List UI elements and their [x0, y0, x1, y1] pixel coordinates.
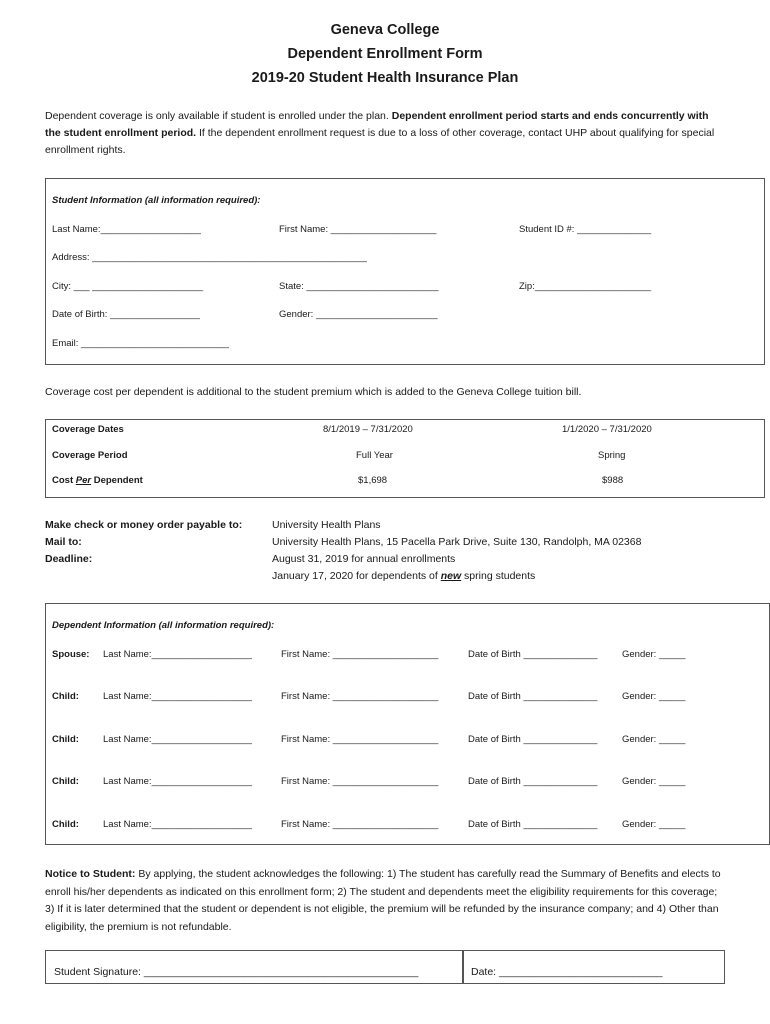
- student-address-field[interactable]: Address: ____________________________________________________: [52, 252, 367, 263]
- dependent-dob-field[interactable]: Date of Birth ______________: [468, 649, 598, 660]
- student-signature-box[interactable]: [45, 950, 463, 984]
- dependent-dob-field[interactable]: Date of Birth ______________: [468, 776, 598, 787]
- college-name: Geneva College: [330, 22, 440, 38]
- dependent-last-name-field[interactable]: Last Name:___________________: [103, 691, 252, 702]
- intro-text-2: If the dependent enrollment request is due to a loss of other coverage, contact UHP about qualifying for special enrollment rights.: [45, 127, 715, 156]
- dependent-type-label: Child:: [52, 691, 79, 702]
- notice-to-student: Notice to Student: By applying, the student acknowledges the following: 1) The student has carefully read the Summary of Benefits and elects to enroll his/her dependents as indicated on this enrollment form; 2) The student and dependents meet the eligibility requirements for this coverage; 3) If it is later determined that the student or dependent is not eligible, the premium will be refunded by the insurance company; and 4) Other than eligibility, the premium is not refundable.: [45, 868, 721, 933]
- coverage-period-spring: Spring: [598, 450, 626, 461]
- dependent-first-name-field[interactable]: First Name: ____________________: [281, 776, 439, 787]
- coverage-dates-full-year: 8/1/2019 – 7/31/2020: [323, 424, 413, 435]
- dependent-type-label: Spouse:: [52, 649, 90, 660]
- intro-text-1: Dependent coverage is only available if student is enrolled under the plan.: [45, 110, 392, 122]
- payable-value: University Health Plans: [272, 519, 381, 531]
- student-email-field[interactable]: Email: ____________________________: [52, 338, 229, 349]
- coverage-period-label: Coverage Period: [52, 450, 128, 461]
- dependent-gender-field[interactable]: Gender: _____: [622, 649, 686, 660]
- payable-label: Make check or money order payable to:: [45, 519, 243, 531]
- intro-bold-text: Dependent enrollment period starts and ends concurrently with the student enrollment period.: [45, 110, 709, 139]
- dependent-gender-field[interactable]: Gender: _____: [622, 734, 686, 745]
- dependent-first-name-field[interactable]: First Name: ____________________: [281, 649, 439, 660]
- plan-title: 2019-20 Student Health Insurance Plan: [251, 70, 519, 86]
- dependent-first-name-field[interactable]: First Name: ____________________: [281, 691, 439, 702]
- coverage-period-full-year: Full Year: [356, 450, 393, 461]
- dependent-info-title: Dependent Information (all information required):: [52, 620, 275, 631]
- coverage-dates-spring: 1/1/2020 – 7/31/2020: [562, 424, 652, 435]
- student-zip-field[interactable]: Zip:______________________: [519, 281, 652, 292]
- coverage-note: Coverage cost per dependent is additional to the student premium which is added to the Geneva College tuition bill.: [45, 386, 582, 398]
- dependent-last-name-field[interactable]: Last Name:___________________: [103, 649, 252, 660]
- student-info-title: Student Information (all information required):: [52, 195, 261, 206]
- dependent-last-name-field[interactable]: Last Name:___________________: [103, 776, 252, 787]
- date-box[interactable]: [463, 950, 725, 984]
- form-title: Dependent Enrollment Form: [287, 46, 483, 62]
- coverage-dates-label: Coverage Dates: [52, 424, 124, 435]
- cost-full-year: $1,698: [358, 475, 388, 486]
- dependent-first-name-field[interactable]: First Name: ____________________: [281, 734, 439, 745]
- student-state-field[interactable]: State: _________________________: [279, 281, 439, 292]
- dependent-dob-field[interactable]: Date of Birth ______________: [468, 734, 598, 745]
- mail-label: Mail to:: [45, 536, 82, 548]
- dependent-last-name-field[interactable]: Last Name:___________________: [103, 734, 252, 745]
- cost-spring: $988: [602, 475, 624, 486]
- dependent-type-label: Child:: [52, 819, 79, 830]
- student-last-name-field[interactable]: Last Name:___________________: [52, 224, 201, 235]
- student-info-box: [45, 178, 765, 365]
- student-first-name-field[interactable]: First Name: ____________________: [279, 224, 437, 235]
- dependent-info-box: [45, 603, 770, 845]
- dependent-first-name-field[interactable]: First Name: ____________________: [281, 819, 439, 830]
- student-city-field[interactable]: City: ___ _____________________: [52, 281, 204, 292]
- intro-paragraph: [45, 108, 725, 159]
- mail-value: University Health Plans, 15 Pacella Park Drive, Suite 130, Randolph, MA 02368: [272, 536, 642, 548]
- student-signature-field[interactable]: Student Signature: _______________________________________________: [54, 966, 419, 978]
- deadline-spring: January 17, 2020 for dependents of new spring students: [272, 570, 536, 582]
- cost-per-dependent-label: Cost Per Dependent: [52, 475, 143, 486]
- student-id-field[interactable]: Student ID #: ______________: [519, 224, 652, 235]
- dependent-type-label: Child:: [52, 734, 79, 745]
- dependent-last-name-field[interactable]: Last Name:___________________: [103, 819, 252, 830]
- dependent-gender-field[interactable]: Gender: _____: [622, 691, 686, 702]
- student-dob-field[interactable]: Date of Birth: _________________: [52, 309, 200, 320]
- deadline-label: Deadline:: [45, 553, 93, 565]
- student-gender-field[interactable]: Gender: _______________________: [279, 309, 438, 320]
- signature-date-field[interactable]: Date: ____________________________: [471, 966, 663, 978]
- dependent-gender-field[interactable]: Gender: _____: [622, 819, 686, 830]
- deadline-annual: August 31, 2019 for annual enrollments: [272, 553, 456, 565]
- dependent-dob-field[interactable]: Date of Birth ______________: [468, 691, 598, 702]
- dependent-gender-field[interactable]: Gender: _____: [622, 776, 686, 787]
- dependent-type-label: Child:: [52, 776, 79, 787]
- dependent-dob-field[interactable]: Date of Birth ______________: [468, 819, 598, 830]
